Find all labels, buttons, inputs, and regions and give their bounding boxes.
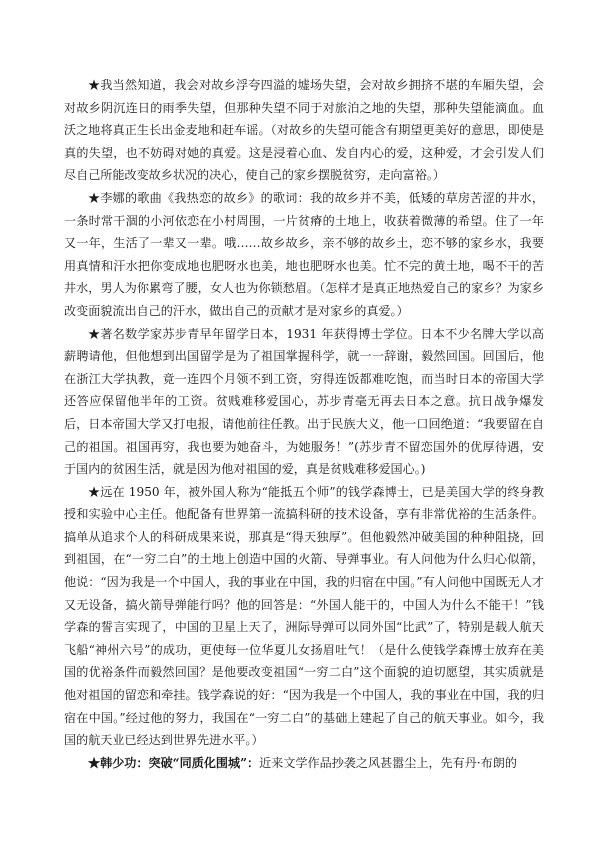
- paragraph-text: ★李娜的歌曲《我热恋的故乡》的歌词：我的故乡并不美，低矮的草房苦涩的井水，一条时常干涸的小河依恋在小村周围，一片贫瘠的土地上，收获着微薄的希望。住了一年又一年，生活了一辈又一辈。哦……故乡故乡，亲不够的故乡土，恋不够的家乡水，我要用真情和汗水把你变成地也肥呀水也美，地也肥呀水也美。忙不完的黄土地，喝不干的苦井水，男人为你累弯了腰，女人也为你锁愁眉。（怎样才是真正地热爱自己的家乡？为家乡改变面貌流出自己的汗水，做出自己的贡献才是对家乡的真爱。）: [64, 190, 544, 318]
- paragraph-text: ★著名数学家苏步青早年留学日本，1931 年获得博士学位。日本不少名牌大学以高薪聘请他，但他想到出国留学是为了祖国掌握科学，就一一辞谢，毅然回国。回国后，他在浙江大学执教，竟一连四个月领不到工资，穷得连饭都难吃饱，而当时日本的帝国大学还答应保留他半年的工资。贫贱难移爱国心，苏步青毫无再去日本之意。抗日战争爆发后，日本帝国大学又打电报，请他前往任教。出于民族大义，他一口回绝道：“我要留在自己的祖国。祖国再穷，我也要为她奋斗，为她服务！”(苏步青不留恋国外的优厚待遇，安于国内的贫困生活，就是因为他对祖国的爱，真是贫贱难移爱国心。): [64, 326, 544, 477]
- paragraph-qian-xuesen: [64, 481, 544, 752]
- paragraph-text: ★远在 1950 年，被外国人称为“能抵五个师”的钱学森博士，已是美国大学的终身教授和实验中心主任。他配备有世界第一流搞科研的技术设备，享有非常优裕的生活条件。搞单从追求个人的科研成果来说，那真是“得天独厚”。但他毅然冲破美国的种种阻挠，回到祖国，在“一穷二白”的土地上创造中国的火箭、导弹事业。有人问他为什么归心似箭，他说：“因为我是一个中国人，我的事业在中国，我的归宿在中国。”有人问他中国既无人才又无设备，搞火箭导弹能行吗？他的回答是：“外国人能干的，中国人为什么不能干！”钱学森的誓言实现了，中国的卫星上天了，洲际导弹可以同外国“比武”了，特别是载人航天飞船“神州六号”的成功，更使每一位华夏儿女扬眉吐气！（是什么使钱学森博士放弃在美国的优裕条件而毅然回国？是他要改变祖国“一穷二白”这个面貌的迫切愿望，其实质就是他对祖国的留恋和牵挂。钱学森说的好：“因为我是一个中国人，我的事业在中国，我的归宿在中国。”经过他的努力，我国在“一穷二白”的基础上建起了自己的航天事业。如今，我国的航天业已经达到世界先进水平。）: [64, 484, 544, 748]
- document-page: [64, 74, 544, 774]
- paragraph-su-buqing: [64, 323, 544, 481]
- paragraph-heading: ★韩少功：突破“同质化围城”：: [88, 755, 260, 770]
- paragraph-hometown-disappointment: [64, 74, 544, 187]
- paragraph-lina-song-lyrics: [64, 187, 544, 323]
- paragraph-text: ★我当然知道，我会对故乡浮夸四溢的墟场失望，会对故乡拥挤不堪的车厢失望，会对故乡阴沉连日的雨季失望，但那种失望不同于对旅泊之地的失望，那种失望能滴血。血沃之地将真正生长出金麦地和赶车谣。（对故乡的失望可能含有期望更美好的意思，即使是真的失望，也不妨碍对她的真爱。这是浸着心血、发自内心的爱，这种爱，才会引发人们尽自己所能改变故乡状况的决心，使自己的家乡摆脱贫穷，走向富裕。）: [64, 78, 544, 183]
- paragraph-han-shaogong: [64, 752, 544, 775]
- paragraph-text: 近来文学作品抄袭之风甚嚣尘上，先有丹·布朗的: [259, 755, 517, 770]
